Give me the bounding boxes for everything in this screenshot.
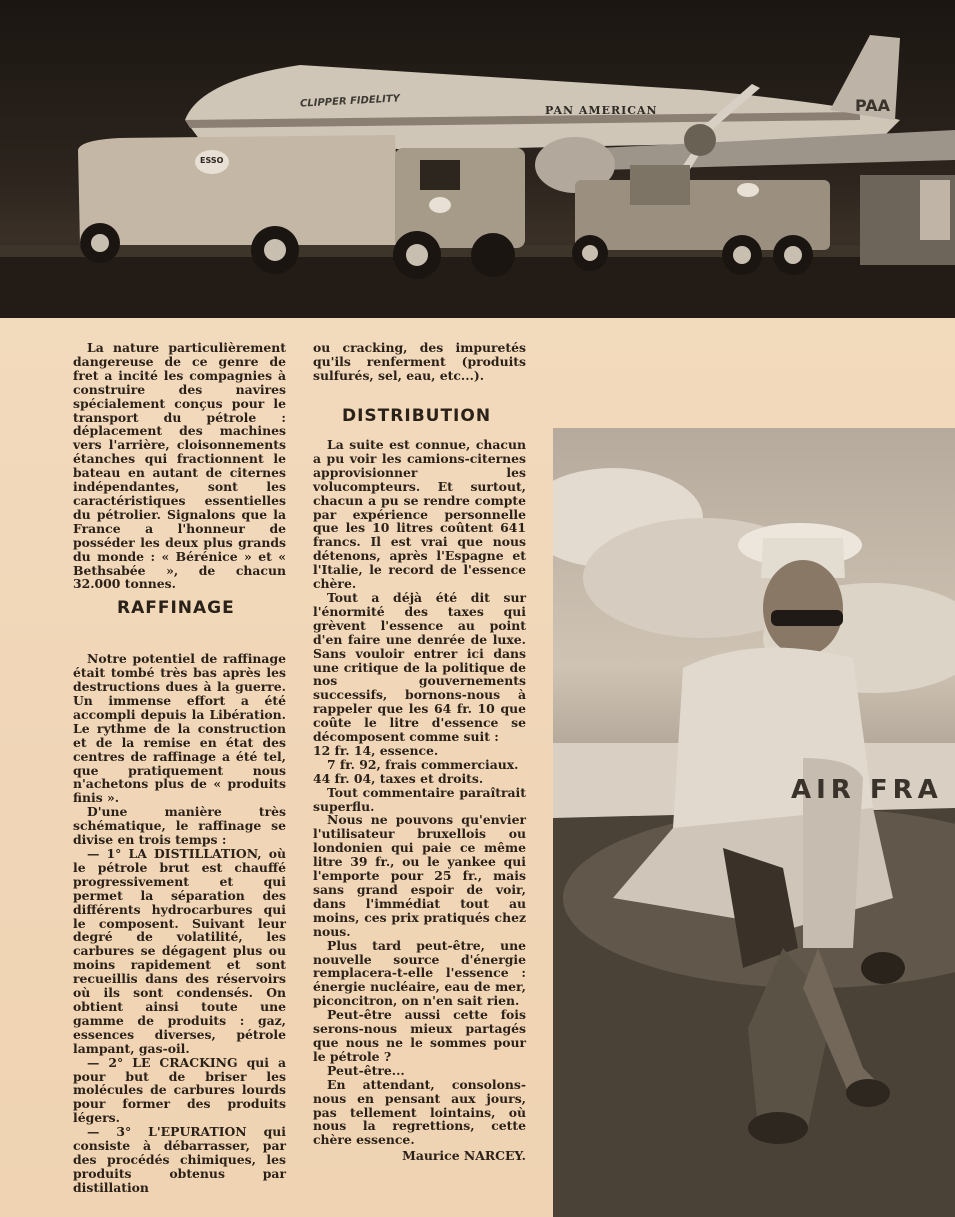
- price-line-essence: 12 fr. 14, essence.: [313, 742, 439, 758]
- paragraph-cracking-continued: ou cracking, des impuretés qu'ils renferment (produits sulfurés, sel, eau, etc...).: [313, 340, 526, 383]
- paragraph-distribution-intro: La suite est connue, chacun a pu voir les camions-citernes approvisionner les volucompteurs. Et surtout, chacun a pu se rendre compte par expérience personnelle que les 10 litres coûtent 641 francs. Il est vrai que nous détenons, après l'Espagne et l'Italie, le record de l'essence chère.: [313, 437, 526, 592]
- paragraph-epuration: — 3° L'EPURATION qui consiste à débarrasser, par des procédés chimiques, les produits obtenus par distillation: [73, 1124, 286, 1195]
- paragraph-distillation: — 1° LA DISTILLATION, où le pétrole brut est chauffé progressivement et qui permet la séparation des différents hydrocarbures qui le composent. Suivant leur degré de volatilité, les carbures se dégagent plus ou moins rapidement et sont recueillis dans des réservoirs où ils sont condensés. On obtient ainsi toute une gamme de produits : gaz, essences diverses, pétrole lampant, gas-oil.: [73, 846, 286, 1056]
- heading-raffinage: RAFFINAGE: [117, 598, 235, 618]
- tail-text: PAA: [855, 96, 891, 115]
- column-middle-top: [313, 341, 526, 383]
- plane-name-text: CLIPPER FIDELITY: [299, 93, 401, 110]
- paragraph-partages: Peut-être aussi cette fois serons-nous mieux partagés que nous ne le sommes pour le pétrole ?: [313, 1007, 526, 1064]
- airport-scene-illustration: [0, 0, 955, 318]
- column-left: [73, 341, 286, 1195]
- fuel-attendant-illustration: [553, 428, 955, 1217]
- air-france-sign: AIR FRA: [791, 775, 943, 805]
- paragraph-raffinage-temps: D'une manière très schématique, le raffinage se divise en trois temps :: [73, 804, 286, 848]
- paragraph-cracking: — 2° LE CRACKING qui a pour but de briser les molécules de carbures lourds pour former des produits légers.: [73, 1054, 286, 1126]
- paragraph-attendant: En attendant, consolons-nous en pensant aux jours, pas tellement lointains, où nous la regrettions, cette chère essence.: [313, 1076, 526, 1148]
- paragraph-peut-etre: Peut-être...: [327, 1062, 405, 1078]
- price-line-taxes: 44 fr. 04, taxes et droits.: [313, 770, 484, 786]
- heading-distribution: DISTRIBUTION: [342, 406, 492, 426]
- esso-logo: ESSO: [200, 156, 224, 165]
- column-distribution: [313, 438, 526, 1163]
- paragraph-tanker: La nature particulièrement dangereuse de ce genre de fret a incité les compagnies à construire des navires spécialement conçus pour le transport du pétrole : déplacement des machines vers l'arrière, cloisonnements étanches qui fractionnent le bateau en autant de citernes indépendantes, sont les caractéristiques essentielles du pétrolier. Signalons que la France a l'honneur de posséder les deux plus grands du monde : « Bérénice » et « Bethsabée », de chacun 32.000 tonnes.: [73, 340, 286, 592]
- paragraph-taxes: Tout a déjà été dit sur l'énormité des taxes qui grèvent l'essence au point d'en faire une denrée de luxe. Sans vouloir entrer ici dans une critique de la politique de nos gouvernements successifs, bornons-nous à rappeler que les 64 fr. 10 que coûte le litre d'essence se décomposent comme suit :: [313, 589, 526, 745]
- paragraph-commentaire: Tout commentaire paraîtrait superflu.: [313, 784, 526, 814]
- plane-airline-text: PAN AMERICAN: [545, 104, 658, 117]
- paragraph-energie: Plus tard peut-être, une nouvelle source d'énergie remplacera-t-elle l'essence : énergie nucléaire, eau de mer, piconcitron, on n'en sait rien.: [313, 937, 526, 1009]
- paragraph-envier: Nous ne pouvons qu'envier l'utilisateur bruxellois ou londonien qui paie ce même litre 39 fr., ou le yankee qui l'emporte pour 25 fr., mais sans grand espoir de voir, dans l'immédiat tout au moins, ces prix pratiqués chez nous.: [313, 812, 526, 939]
- top-photo-airport-refuel: [0, 0, 955, 318]
- price-line-frais: 7 fr. 92, frais commerciaux.: [327, 756, 519, 772]
- right-photo-fuel-attendant: [553, 428, 955, 1217]
- author-signature: Maurice NARCEY.: [402, 1148, 526, 1164]
- paragraph-raffinage-intro: Notre potentiel de raffinage était tombé très bas après les destructions dues à la guerre. Un immense effort a été accompli depuis la Libération. Le rythme de la construction et de la remise en état des centres de raffinage a été tel, que pratiquement nous n'achetons plus de « produits finis ».: [73, 651, 286, 806]
